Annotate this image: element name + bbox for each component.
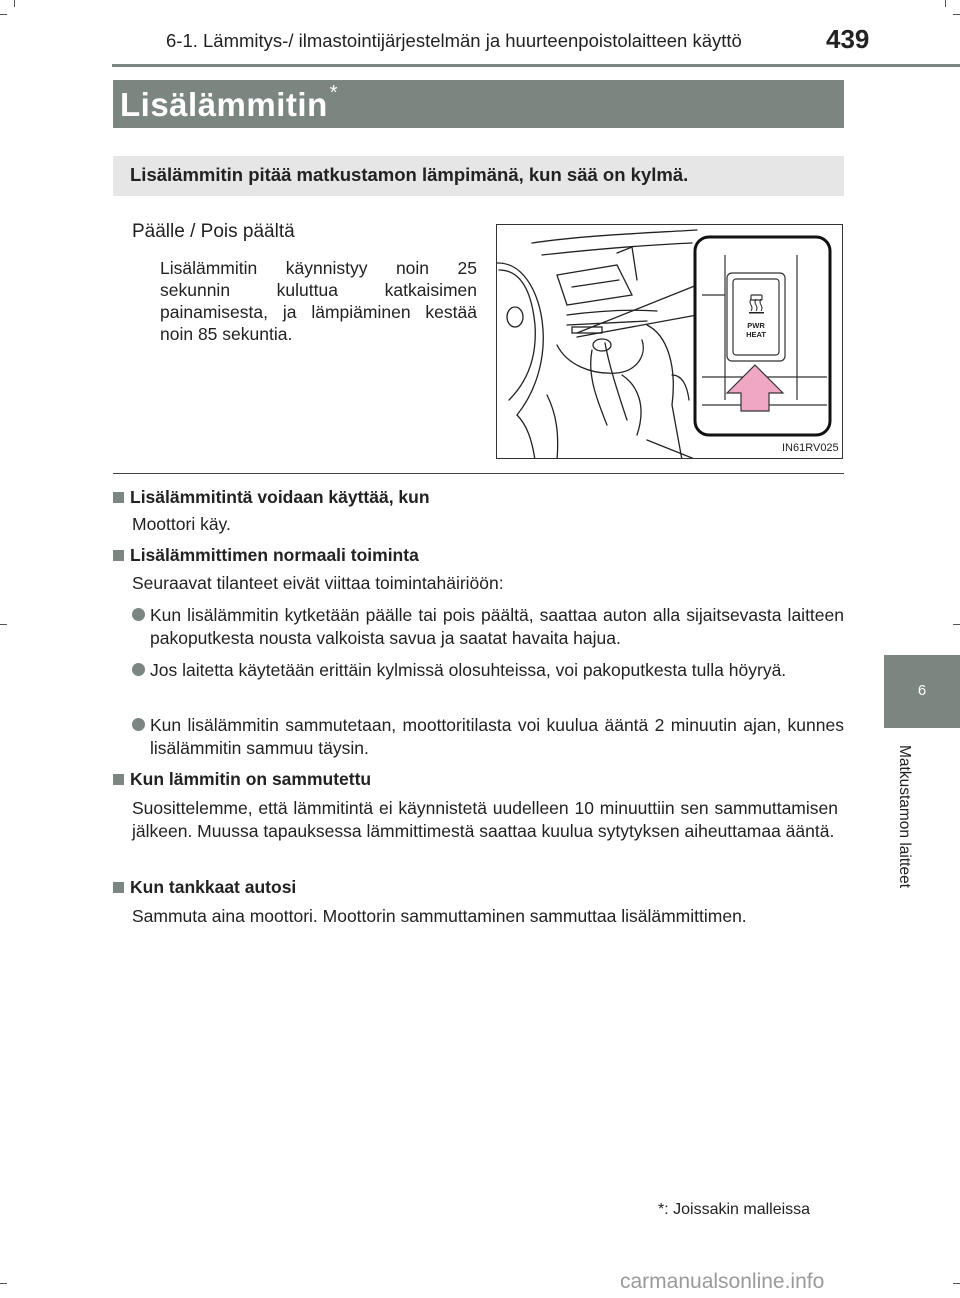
operation-heading: Päälle / Pois päältä	[132, 221, 295, 242]
note-heading	[113, 545, 419, 566]
note-heading	[113, 769, 371, 790]
list-item	[132, 659, 844, 682]
note-body: Moottori käy.	[132, 514, 231, 534]
round-bullet-icon	[132, 663, 145, 676]
page-number: 439	[826, 24, 870, 54]
note-heading-text: Lisälämmitintä voidaan käyttää, kun	[130, 487, 430, 507]
note-heading	[113, 487, 430, 508]
footnote-text: : Joissakin malleissa	[664, 1201, 811, 1218]
footnote	[658, 1201, 810, 1219]
section-divider	[113, 473, 844, 474]
watermark: carmanualsonline.info	[620, 1270, 825, 1293]
square-bullet-icon	[113, 774, 124, 785]
dashboard-illustration	[496, 224, 843, 459]
note-heading	[113, 877, 296, 898]
crop-mark	[0, 14, 7, 15]
list-item	[132, 714, 844, 760]
square-bullet-icon	[113, 550, 124, 561]
switch-label-pwr: PWR	[747, 321, 765, 330]
note-body: Sammuta aina moottori. Moottorin sammuttaminen sammuttaa lisälämmittimen.	[132, 906, 747, 926]
square-bullet-icon	[113, 492, 124, 503]
crop-mark	[14, 0, 15, 7]
note-body: Seuraavat tilanteet eivät viittaa toimintahäiriöön:	[132, 573, 504, 593]
list-item-text: Kun lisälämmitin kytketään päälle tai pois päältä, saattaa auton alla sijaitsevasta laitteen pakoputkesta nousta valkoista savua ja saatat havaita hajua.	[150, 605, 844, 648]
running-header: 6-1. Lämmitys-/ ilmastointijärjestelmän ja huurteenpoistolaitteen käyttö	[166, 30, 742, 51]
asterisk-marker: *	[329, 82, 339, 104]
asterisk-marker: *	[658, 1201, 665, 1218]
dashboard-line-drawing	[497, 225, 843, 459]
list-item-text: Kun lisälämmitin sammutetaan, moottoritilasta voi kuulua ääntä 2 minuutin ajan, kunnes lisälämmitin sammuu täysin.	[150, 715, 844, 758]
lead-text: Lisälämmitin pitää matkustamon lämpimänä, kun sää on kylmä.	[130, 164, 689, 185]
section-title-text: Lisälämmitin	[120, 86, 328, 123]
crop-mark	[953, 1283, 960, 1284]
chapter-label: Matkustamon laitteet	[896, 745, 913, 889]
illustration-code: IN61RV025	[782, 442, 839, 454]
round-bullet-icon	[132, 608, 145, 621]
crop-mark	[0, 1283, 7, 1284]
note-heading-text: Lisälämmittimen normaali toiminta	[130, 545, 419, 565]
crop-mark	[0, 624, 7, 625]
crop-mark	[945, 0, 946, 7]
list-item-text: Jos laitetta käytetään erittäin kylmissä olosuhteissa, voi pakoputkesta tulla höyryä.	[150, 660, 787, 680]
crop-mark	[953, 624, 960, 625]
list-item	[132, 604, 844, 650]
section-title	[120, 82, 339, 124]
header-rule	[112, 64, 960, 67]
note-body: Suosittelemme, että lämmitintä ei käynnistetä uudelleen 10 minuuttiin sen sammuttamisen jälkeen. Muussa tapauksessa lämmittimestä saattaa kuulua sytytyksen aiheuttamaa ääntä.	[132, 798, 838, 841]
note-heading-text: Kun lämmitin on sammutettu	[130, 769, 372, 789]
operation-description: Lisälämmitin käynnistyy noin 25 sekunnin kuluttua katkaisimen painamisesta, ja lämpiäminen kestää noin 85 sekuntia.	[160, 258, 477, 344]
crop-mark	[953, 14, 960, 15]
switch-label-heat: HEAT	[746, 330, 766, 339]
round-bullet-icon	[132, 718, 145, 731]
square-bullet-icon	[113, 882, 124, 893]
chapter-number: 6	[917, 682, 927, 699]
note-heading-text: Kun tankkaat autosi	[130, 877, 297, 897]
